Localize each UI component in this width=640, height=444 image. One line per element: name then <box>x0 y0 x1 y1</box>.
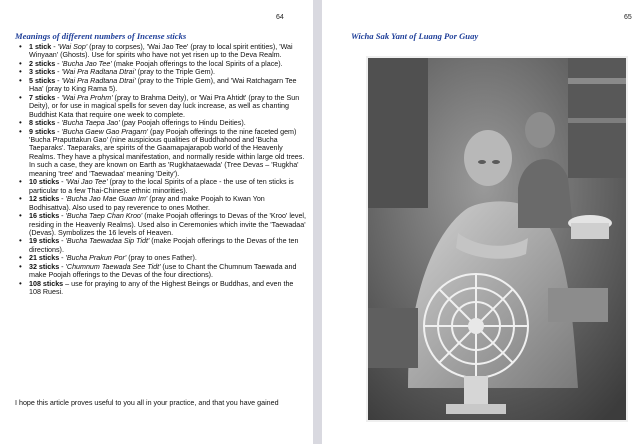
ritual-name: 'Chumnum Taewada See Tidt' <box>65 262 161 271</box>
page-number: 65 <box>624 14 632 21</box>
stick-count: 12 sticks <box>29 195 60 204</box>
stick-count: 5 sticks <box>29 76 56 85</box>
page-number: 64 <box>276 14 284 21</box>
monk-photo-icon <box>366 56 628 422</box>
item-description: (make Poojah offerings to Devas of the 'Kroo' level, residing in the Heavenly Realms). Used also in Ceremonies which invite the 'Taewadaa' (Devas). Symbolizes the 16 levels of Heaven. <box>29 212 306 237</box>
ritual-name: 'Wai Pra Radtana Dtrai' <box>61 76 136 85</box>
list-item: • 21 sticks - 'Bucha Prakun Por' (pray to ones Father). <box>15 254 307 262</box>
item-description: (use to Chant the Chumnum Taewada and make Poojah offerings to the Devas of the four directions). <box>29 262 297 280</box>
ritual-name: 'Bucha Taep Chan Kroo' <box>65 212 143 221</box>
list-item: • 2 sticks - 'Bucha Jao Tee' (make Poojah offerings to the local Spirits of a place). <box>15 60 307 68</box>
list-item: • 1 stick - 'Wai Sop' (pray to corpses), 'Wai Jao Tee' (pray to local spirit entities), 'Wai Winyaan' (Ghosts). Use for spirits who have not yet risen up to the Deva Realm. <box>15 43 307 60</box>
item-description: – use for praying to any of the Highest Beings or Buddhas, and even the 108 Ruesi. <box>29 279 294 297</box>
stick-count: 10 sticks <box>29 178 60 187</box>
item-description: (pray to the local Spirits of a place - the use of ten sticks is particular to a few Thai-Chinese ethnic minorities). <box>29 178 294 195</box>
stick-count: 32 sticks <box>29 262 60 271</box>
ritual-name: 'Wai Pra Radtana Dtrai' <box>61 68 136 77</box>
stick-count: 3 sticks <box>29 68 56 77</box>
item-description: (pay Poojah offerings to Hindu Deities). <box>119 119 246 128</box>
closing-paragraph: I hope this article proves useful to you all in your practice, and that you have gained <box>15 399 279 407</box>
item-description: (pray and make Poojah to Kwan Yon Bodhisattva). Also used to pay reverence to ones Mother. <box>29 195 265 212</box>
left-page <box>0 0 313 444</box>
ritual-name: 'Bucha Jao Tee' <box>61 59 112 68</box>
ritual-name: 'Bucha Prakun Por' <box>65 254 127 263</box>
ritual-name: 'Wai Jao Tee' <box>65 178 108 187</box>
list-item: • 16 sticks - 'Bucha Taep Chan Kroo' (make Poojah offerings to Devas of the 'Kroo' level, residing in the Heavenly Realms). Used also in Ceremonies which invite the 'Taewadaa' (Devas). Symbolizes the 16 levels of Heaven. <box>15 212 307 237</box>
item-description: (make Poojah offerings to the Devas of the ten directions). <box>29 237 299 254</box>
item-description: (pray to ones Father). <box>126 254 197 263</box>
list-item: • 8 sticks - 'Bucha Taepa Jao' (pay Poojah offerings to Hindu Deities). <box>15 119 307 127</box>
item-description: (pray to corpses), 'Wai Jao Tee' (pray to local spirit entities), 'Wai Winyaan' (Ghosts). Use for spirits who have not yet risen up to the Deva Realm. <box>29 43 293 60</box>
stick-count: 8 sticks <box>29 119 56 128</box>
stick-count: 2 sticks <box>29 59 56 68</box>
list-item: • 12 sticks - 'Bucha Jao Mae Guan Im' (pray and make Poojah to Kwan Yon Bodhisattva). Also used to pay reverence to ones Mother. <box>15 195 307 212</box>
stick-count: 21 sticks <box>29 254 60 263</box>
stick-count: 108 sticks <box>29 279 64 288</box>
list-item <box>15 280 307 297</box>
page-title: Wicha Sak Yant of Luang Por Guay <box>351 31 479 41</box>
incense-list <box>15 43 307 297</box>
item-description: (pray to the Triple Gem). <box>135 68 215 77</box>
ritual-name: 'Bucha Taepa Jao' <box>61 119 120 128</box>
stick-count: 19 sticks <box>29 237 60 246</box>
stick-count: 1 stick <box>29 43 52 51</box>
page-title: Meanings of different numbers of Incense sticks <box>15 31 187 41</box>
page-gutter <box>313 0 322 444</box>
item-description: (pay Poojah offerings to the nine faceted gem) 'Bucha Praputtakun Gao' (nine auspicious qualities of Buddhahood and 'Bucha Taeparaks'. Taeparaks, are spirits of the Gaamapajarapob world of the Heavenly Realms. They have a physical manifestation, and normally reside within large old trees. In such a case, they are known on Earth as 'Rugkhataewada' (Tree Devas – 'Rugkha' meaning 'tree' and 'Taewadaa' meaning 'Deity'). <box>29 127 305 178</box>
ritual-name: 'Bucha Jao Mae Guan Im' <box>65 195 148 204</box>
list-item: • 9 sticks - 'Bucha Gaew Gao Pragarn' (pay Poojah offerings to the nine faceted gem) 'Bucha Praputtakun Gao' (nine auspicious qualities of Buddhahood and 'Bucha Taeparaks'. Taeparaks, are spirits of the Gaamapajarapob world of the Heavenly Realms. They have a physical manifestation, and normally reside within large old trees. In such a case, they are known on Earth as 'Rugkhataewada' (Tree Devas – 'Rugkha' meaning 'tree' and 'Taewadaa' meaning 'Deity'). <box>15 128 307 179</box>
stick-count: 7 sticks <box>29 93 56 102</box>
ritual-name: 'Bucha Gaew Gao Pragarn' <box>61 127 149 136</box>
list-item: • 19 sticks - 'Bucha Taewadaa Sip Tidt' (make Poojah offerings to the Devas of the ten directions). <box>15 237 307 254</box>
ritual-name: 'Wai Pra Prohm' <box>61 93 113 102</box>
item-description: (pray to the Triple Gem), and 'Wai Ratchagarn Tee Haa' (pray to King Rama 5). <box>29 76 297 94</box>
ritual-name: 'Bucha Taewadaa Sip Tidt' <box>65 237 150 246</box>
stick-count: 16 sticks <box>29 212 60 221</box>
list-item: • 7 sticks - 'Wai Pra Prohm' (pray to Brahma Deity), or 'Wai Pra Ahtidt' (pray to the Sun Deity), or for use in magical spells for seven day luck increase, as well as chanting Buddhist Kata that require one week to complete. <box>15 94 307 119</box>
stick-count: 9 sticks <box>29 127 56 136</box>
item-description: (make Poojah offerings to the local Spirits of a place). <box>111 59 283 68</box>
list-item: • 10 sticks - 'Wai Jao Tee' (pray to the local Spirits of a place - the use of ten sticks is particular to a few Thai-Chinese ethnic minorities). <box>15 178 307 195</box>
right-page <box>322 0 640 444</box>
item-description: (pray to Brahma Deity), or 'Wai Pra Ahtidt' (pray to the Sun Deity), or for use in magical spells for seven day luck increase, as well as chanting Buddhist Kata that require one week to complete. <box>29 93 300 119</box>
ritual-name: 'Wai Sop' <box>57 43 88 51</box>
list-item: • 3 sticks - 'Wai Pra Radtana Dtrai' (pray to the Triple Gem). <box>15 68 307 76</box>
list-item: • 5 sticks - 'Wai Pra Radtana Dtrai' (pray to the Triple Gem), and 'Wai Ratchagarn Tee Haa' (pray to King Rama 5). <box>15 77 307 94</box>
list-item: • 32 sticks - 'Chumnum Taewada See Tidt' (use to Chant the Chumnum Taewada and make Poojah offerings to the Devas of the four directions). <box>15 263 307 280</box>
